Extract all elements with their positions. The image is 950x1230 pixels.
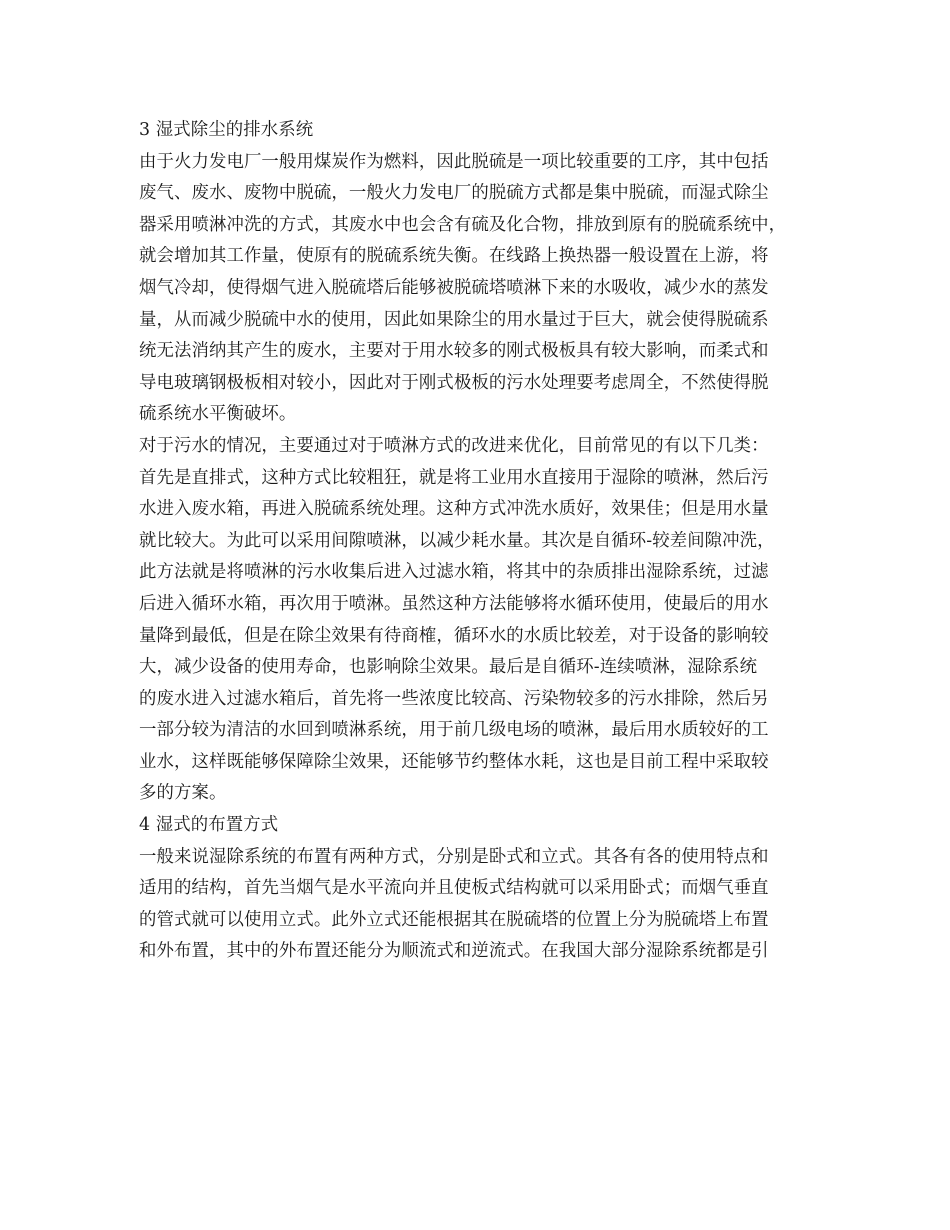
text-line: 业水，这样既能够保障除尘效果，还能够节约整体水耗，这也是目前工程中采取较 bbox=[139, 751, 769, 772]
text-line: 量，从而减少脱硫中水的使用，因此如果除尘的用水量过于巨大，就会使得脱硫系 bbox=[139, 309, 769, 330]
text-line: 一部分较为清洁的水回到喷淋系统，用于前几级电场的喷淋，最后用水质较好的工 bbox=[139, 720, 769, 741]
text-line: 导电玻璃钢极板相对较小，因此对于刚式极板的污水处理要考虑周全，不然使得脱 bbox=[139, 372, 769, 393]
section-heading-3: 3 湿式除尘的排水系统 bbox=[139, 120, 314, 140]
text-line: 首先是直排式，这种方式比较粗狂，就是将工业用水直接用于湿除的喷淋，然后污 bbox=[139, 467, 769, 488]
text-line: 大，减少设备的使用寿命，也影响除尘效果。最后是自循环-连续喷淋，湿除系统 bbox=[139, 657, 758, 678]
text-line: 后进入循环水箱，再次用于喷淋。虽然这种方法能够将水循环使用，使最后的用水 bbox=[139, 593, 769, 614]
text-line: 量降到最低，但是在除尘效果有待商榷，循环水的水质比较差，对于设备的影响较 bbox=[139, 625, 769, 646]
text-line: 硫系统水平衡破坏。 bbox=[139, 404, 297, 425]
text-line: 统无法消纳其产生的废水，主要对于用水较多的刚式极板具有较大影响，而柔式和 bbox=[139, 341, 769, 362]
text-line: 多的方案。 bbox=[139, 783, 227, 804]
text-line: 废气、废水、废物中脱硫，一般火力发电厂的脱硫方式都是集中脱硫，而湿式除尘 bbox=[139, 183, 769, 204]
text-line: 水进入废水箱，再进入脱硫系统处理。这种方式冲洗水质好，效果佳；但是用水量 bbox=[139, 499, 769, 520]
document-body bbox=[139, 115, 819, 968]
text-line: 的废水进入过滤水箱后，首先将一些浓度比较高、污染物较多的污水排除，然后另 bbox=[139, 688, 769, 709]
text-line: 由于火力发电厂一般用煤炭作为燃料，因此脱硫是一项比较重要的工序，其中包括 bbox=[139, 151, 769, 172]
text-line: 和外布置，其中的外布置还能分为顺流式和逆流式。在我国大部分湿除系统都是引 bbox=[139, 941, 769, 962]
text-line: 就会增加其工作量，使原有的脱硫系统失衡。在线路上换热器一般设置在上游，将 bbox=[139, 246, 769, 267]
text-line: 一般来说湿除系统的布置有两种方式，分别是卧式和立式。其各有各的使用特点和 bbox=[139, 846, 769, 867]
text-line: 此方法就是将喷淋的污水收集后进入过滤水箱，将其中的杂质排出湿除系统，过滤 bbox=[139, 562, 769, 583]
section-heading-4: 4 湿式的布置方式 bbox=[139, 815, 279, 836]
text-line: 对于污水的情况，主要通过对于喷淋方式的改进来优化，目前常见的有以下几类： bbox=[139, 435, 769, 456]
text-line: 器采用喷淋冲洗的方式，其废水中也会含有硫及化合物，排放到原有的脱硫系统中， bbox=[139, 214, 787, 235]
text-line: 的管式就可以使用立式。此外立式还能根据其在脱硫塔的位置上分为脱硫塔上布置 bbox=[139, 909, 769, 930]
text-line: 烟气冷却，使得烟气进入脱硫塔后能够被脱硫塔喷淋下来的水吸收，减少水的蒸发 bbox=[139, 277, 769, 298]
text-line: 就比较大。为此可以采用间隙喷淋，以减少耗水量。其次是自循环-较差间隙冲洗， bbox=[139, 530, 775, 551]
text-line: 适用的结构，首先当烟气是水平流向并且使板式结构就可以采用卧式；而烟气垂直 bbox=[139, 878, 769, 899]
